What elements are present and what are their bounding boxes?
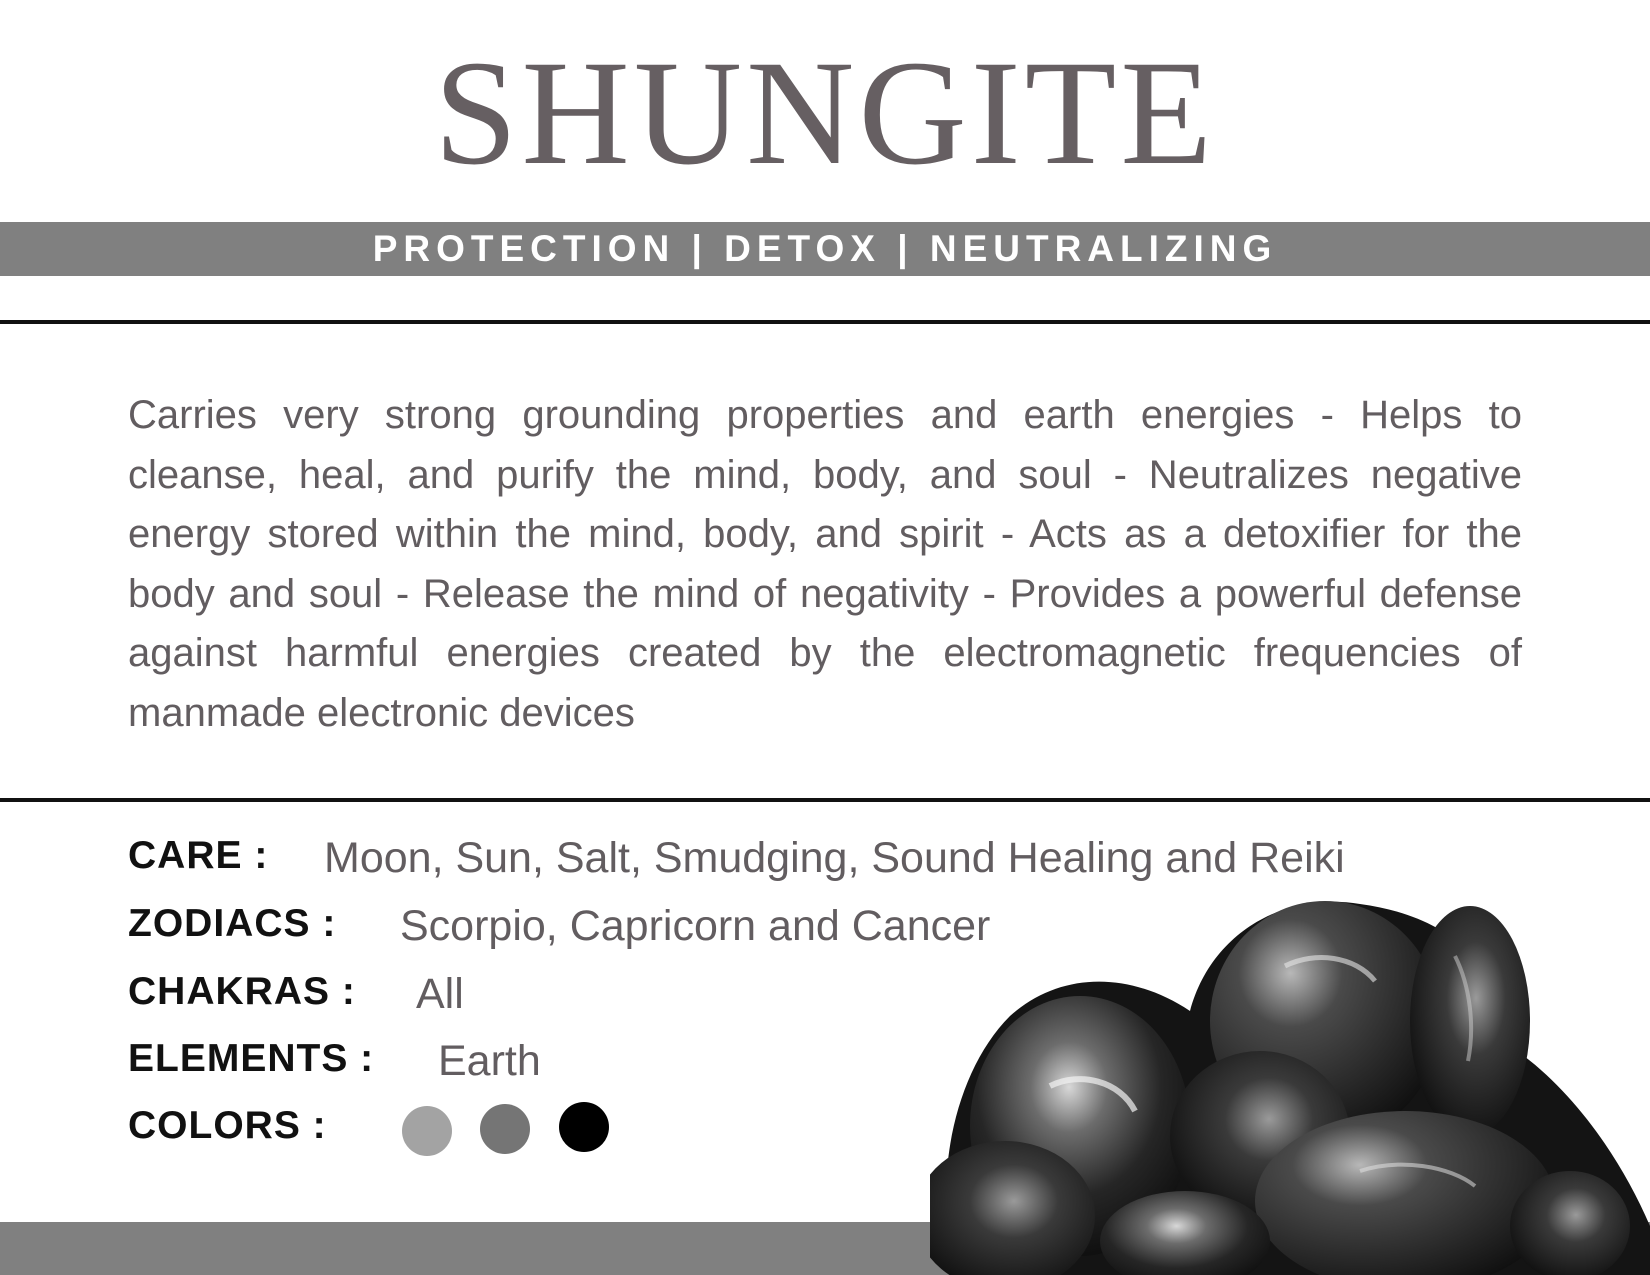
chakras-label: CHAKRAS : [128, 970, 356, 1013]
zodiacs-label: ZODIACS : [128, 902, 337, 945]
tagline: PROTECTION | DETOX | NEUTRALIZING [372, 228, 1278, 269]
elements-label: ELEMENTS : [128, 1037, 375, 1080]
colors-label: COLORS : [128, 1104, 327, 1147]
page-title: SHUNGITE [434, 30, 1216, 196]
color-swatch-gray [480, 1104, 530, 1154]
color-swatch-light-gray [402, 1106, 452, 1156]
zodiacs-value: Scorpio, Capricorn and Cancer [400, 902, 991, 950]
elements-value: Earth [438, 1037, 541, 1085]
tagline-banner [0, 222, 1650, 276]
top-divider [0, 320, 1650, 324]
care-label: CARE : [128, 834, 269, 877]
description-text: Carries very strong grounding properties and earth energies - Helps to cleanse, heal, and purify the mind, body, and soul - Neutralizes negative energy stored within the mind, body, and spirit - Acts as a detoxifier for the body and soul - Release the mind of negativity - Provides a powerful defense against harmful energies created by the electromagnetic frequencies of manmade electronic devices [128, 393, 1522, 735]
chakras-value: All [416, 970, 464, 1018]
bottom-divider [0, 798, 1650, 802]
color-swatch-black [559, 1102, 609, 1152]
shungite-stones-image [930, 896, 1650, 1275]
care-value: Moon, Sun, Salt, Smudging, Sound Healing and Reiki [324, 834, 1345, 882]
